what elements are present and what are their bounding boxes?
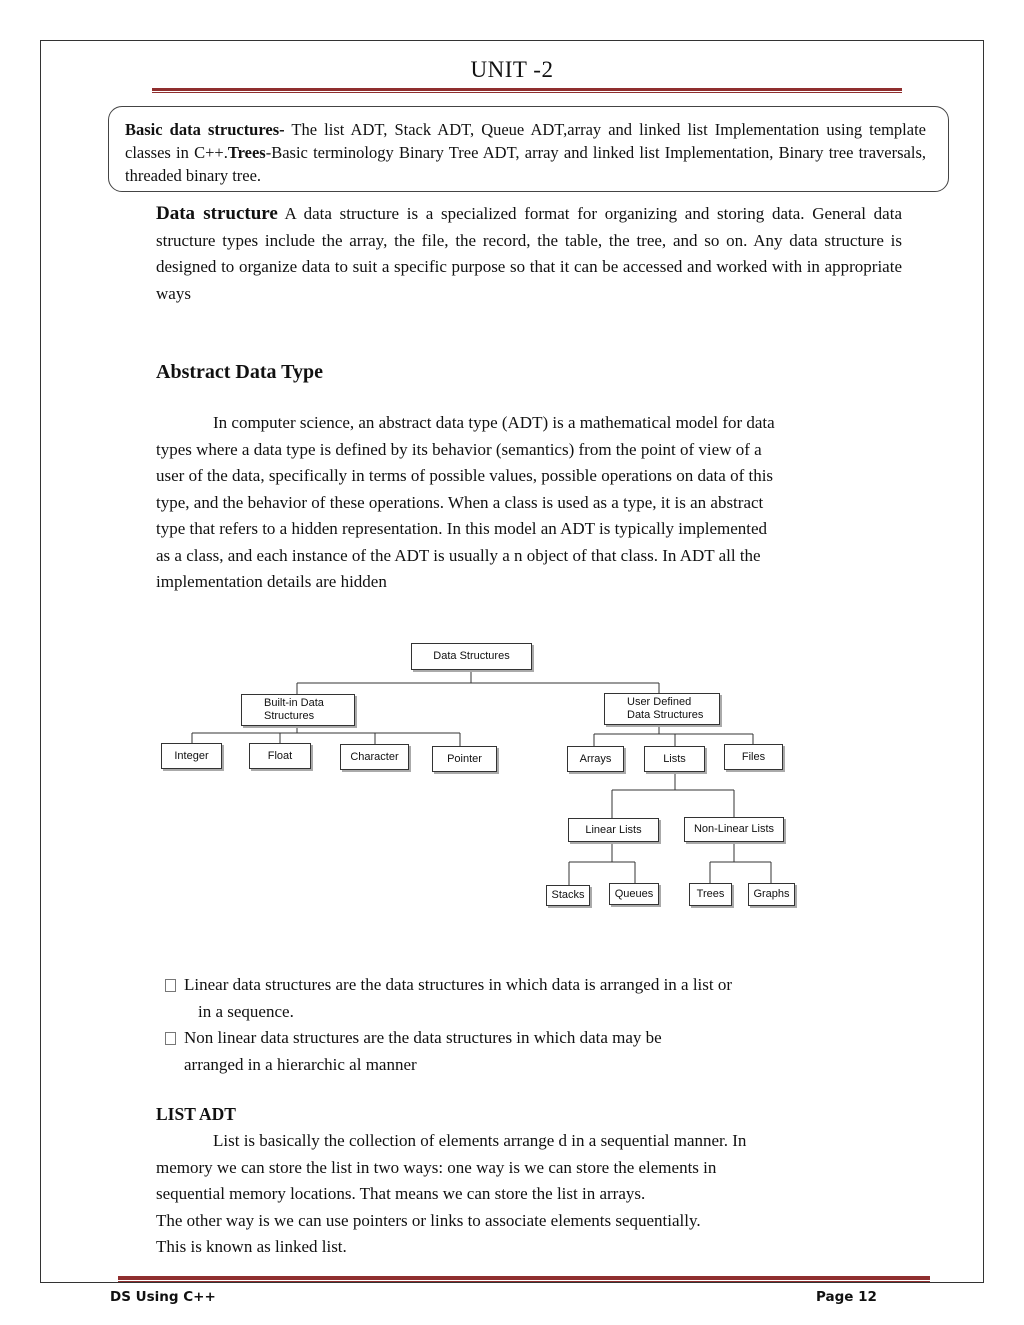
adt-heading: Abstract Data Type [156, 361, 324, 383]
adt-line: type, and the behavior of these operations. When a class is used as a type, it is an abstract [156, 492, 764, 512]
node-pointer: Pointer [432, 746, 497, 772]
adt-line: types where a data type is defined by its behavior (semantics) from the point of view of a [156, 439, 762, 459]
bullet-item: Linear data structures are the data structures in which data is arranged in a list or in a sequence. [165, 972, 865, 1025]
list-adt-line: This is known as linked list. [156, 1237, 347, 1256]
adt-line: In computer science, an abstract data type (ADT) is a mathematical model for data [213, 413, 775, 432]
footer-rule [118, 1276, 930, 1282]
list-adt-line: List is basically the collection of elements arrange d in a sequential manner. In [213, 1131, 747, 1150]
node-float: Float [249, 743, 311, 769]
header-rule [152, 88, 902, 94]
diagram-connectors [150, 632, 810, 912]
adt-line: type that refers to a hidden representation. In this model an ADT is typically implemented [156, 519, 768, 538]
node-files: Files [724, 744, 783, 770]
syllabus-box [108, 106, 949, 192]
list-adt-line: memory we can store the list in two ways: one way is we can store the elements in [156, 1157, 717, 1177]
list-adt-line: sequential memory locations. That means we can store the list in arrays. [156, 1184, 646, 1203]
bullet-item: Non linear data structures are the data structures in which data may be arranged in a hierarchic al manner [165, 1025, 865, 1078]
node-graphs: Graphs [748, 883, 795, 906]
bullet-marker-icon [165, 972, 184, 1025]
node-non-linear-lists: Non-Linear Lists [684, 817, 784, 842]
node-trees: Trees [689, 883, 732, 906]
node-character: Character [340, 744, 409, 770]
adt-paragraph [156, 410, 902, 596]
footer-course: DS Using C++ [110, 1289, 216, 1305]
node-stacks: Stacks [546, 885, 590, 906]
node-integer: Integer [161, 743, 222, 769]
node-user-defined: User Defined Data Structures [604, 693, 720, 725]
bullet-marker-icon [165, 1025, 184, 1078]
adt-line: user of the data, specifically in terms of possible values, possible operations on data of this [156, 466, 774, 485]
data-structure-text: A data structure is a specialized format for organizing and storing data. General data structure types include the array, the file, the record, the table, the tree, and so on. Any data structure is designed to organize data to suit a specific purpose so that it can be accessed and worked with in appropriate ways [156, 204, 902, 303]
unit-title: UNIT -2 [470, 57, 554, 82]
node-linear-lists: Linear Lists [568, 818, 659, 842]
adt-line: implementation details are hidden [156, 572, 387, 591]
syllabus-trees: Trees [227, 143, 266, 162]
list-adt-line: The other way is we can use pointers or links to associate elements sequentially. [156, 1210, 701, 1230]
syllabus-trees-text: -Basic terminology Binary Tree ADT, array and linked list Implementation, Binary tree traversals, threaded binary tree. [125, 143, 926, 185]
node-data-structures: Data Structures [411, 643, 532, 670]
syllabus-lead-text: The list ADT, Stack ADT, Queue ADT,array and linked list Implementation using template classes in C++. [125, 120, 926, 162]
data-structure-paragraph [156, 201, 902, 307]
bullet-list [165, 972, 865, 1078]
data-structures-diagram [150, 632, 810, 912]
footer-page-number: Page 12 [816, 1289, 877, 1305]
node-built-in: Built-in Data Structures [241, 694, 355, 726]
syllabus-lead: Basic data structures- [125, 120, 285, 139]
node-arrays: Arrays [567, 746, 624, 772]
list-adt-heading: LIST ADT [156, 1104, 236, 1124]
adt-line: as a class, and each instance of the ADT is usually a n object of that class. In ADT all the [156, 545, 761, 565]
list-adt-paragraph [156, 1128, 902, 1261]
data-structure-heading: Data structure [156, 203, 278, 224]
node-queues: Queues [609, 883, 659, 905]
node-lists: Lists [644, 746, 705, 772]
